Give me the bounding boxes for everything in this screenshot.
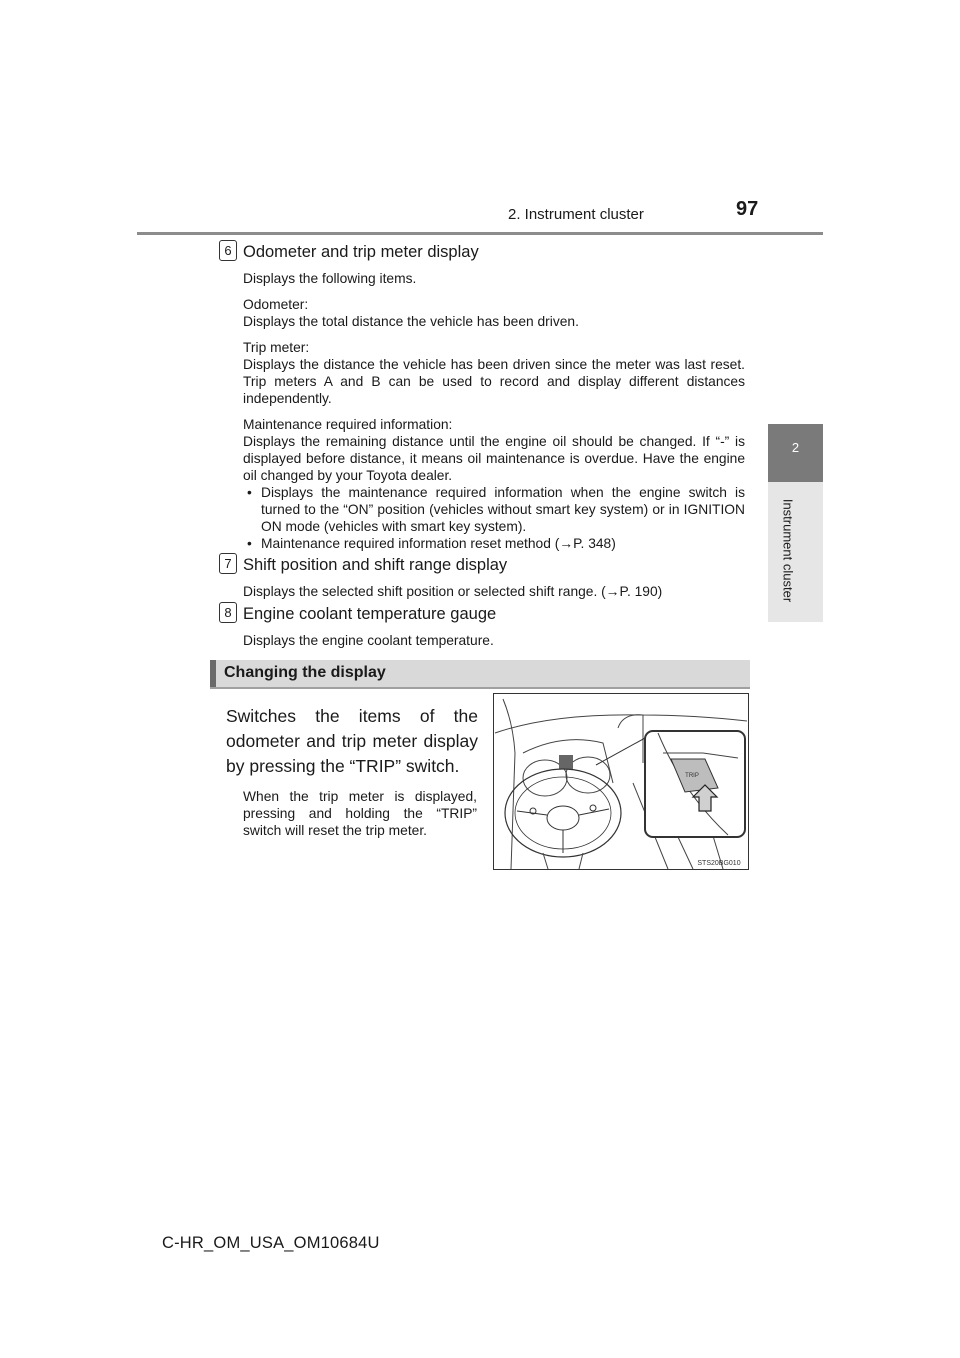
maintenance-label: Maintenance required information: xyxy=(243,417,453,432)
intro-text: Displays the following items. xyxy=(243,271,417,286)
changing-display-lead: Switches the items of the odometer and trip meter display by pressing the “TRIP” switch. xyxy=(226,706,478,776)
dashboard-drawing xyxy=(493,693,749,870)
item-number-badge: 8 xyxy=(219,602,237,623)
trip-switch-illustration xyxy=(493,693,749,870)
section-title: Changing the display xyxy=(224,664,386,681)
bullet-item xyxy=(243,484,745,535)
bullet-dot-icon: • xyxy=(247,536,252,551)
odometer-desc: Displays the total distance the vehicle has been driven. xyxy=(243,314,579,329)
bullet-text: Displays the maintenance required information when the engine switch is turned to the “ON” position (vehicles without smart key system) or in IGNITION ON mode (vehicles with smart key system). xyxy=(261,485,745,534)
trip-button-label: TRIP xyxy=(685,773,699,779)
footer-doc-id: C-HR_OM_USA_OM10684U xyxy=(162,1234,380,1252)
trip-meter-desc: Displays the distance the vehicle has been driven since the meter was last reset. Trip meters A and B can be used to record and display different distances independently. xyxy=(243,357,745,406)
maintenance-desc: Displays the remaining distance until the engine oil should be changed. If “-” is displayed before distance, it means oil maintenance is overdue. Have the engine oil changed by your Toyota dealer. xyxy=(243,434,745,483)
illustration-code: STS20BG010 xyxy=(697,860,741,867)
odometer-label: Odometer: xyxy=(243,297,309,312)
page-number: 97 xyxy=(736,198,759,220)
item-title-odometer: Odometer and trip meter display xyxy=(243,243,479,261)
item-number-badge: 6 xyxy=(219,240,237,261)
chapter-tab-rail xyxy=(768,482,823,622)
header-rule xyxy=(137,232,823,235)
bullet-dot-icon: • xyxy=(247,485,252,500)
item-number-badge: 7 xyxy=(219,553,237,574)
chapter-tab-label: Instrument cluster xyxy=(780,498,796,603)
chapter-tab-number: 2 xyxy=(791,440,800,455)
item-title-coolant-gauge: Engine coolant temperature gauge xyxy=(243,605,497,623)
bullet-item xyxy=(243,535,745,552)
item-title-shift-position: Shift position and shift range display xyxy=(243,556,508,574)
section-header-rule xyxy=(210,687,750,689)
item-desc-shift-position: Displays the selected shift position or selected shift range. (→P. 190) xyxy=(243,584,663,599)
header-section-title: 2. Instrument cluster xyxy=(508,206,644,223)
section-header-accent xyxy=(210,660,216,687)
trip-meter-label: Trip meter: xyxy=(243,340,310,355)
item-desc-coolant-gauge: Displays the engine coolant temperature. xyxy=(243,633,494,648)
bullet-text: Maintenance required information reset method (→P. 348) xyxy=(261,536,616,551)
changing-display-note: When the trip meter is displayed, pressing and holding the “TRIP” switch will reset the trip meter. xyxy=(243,789,477,838)
item-body-odometer xyxy=(243,270,745,552)
